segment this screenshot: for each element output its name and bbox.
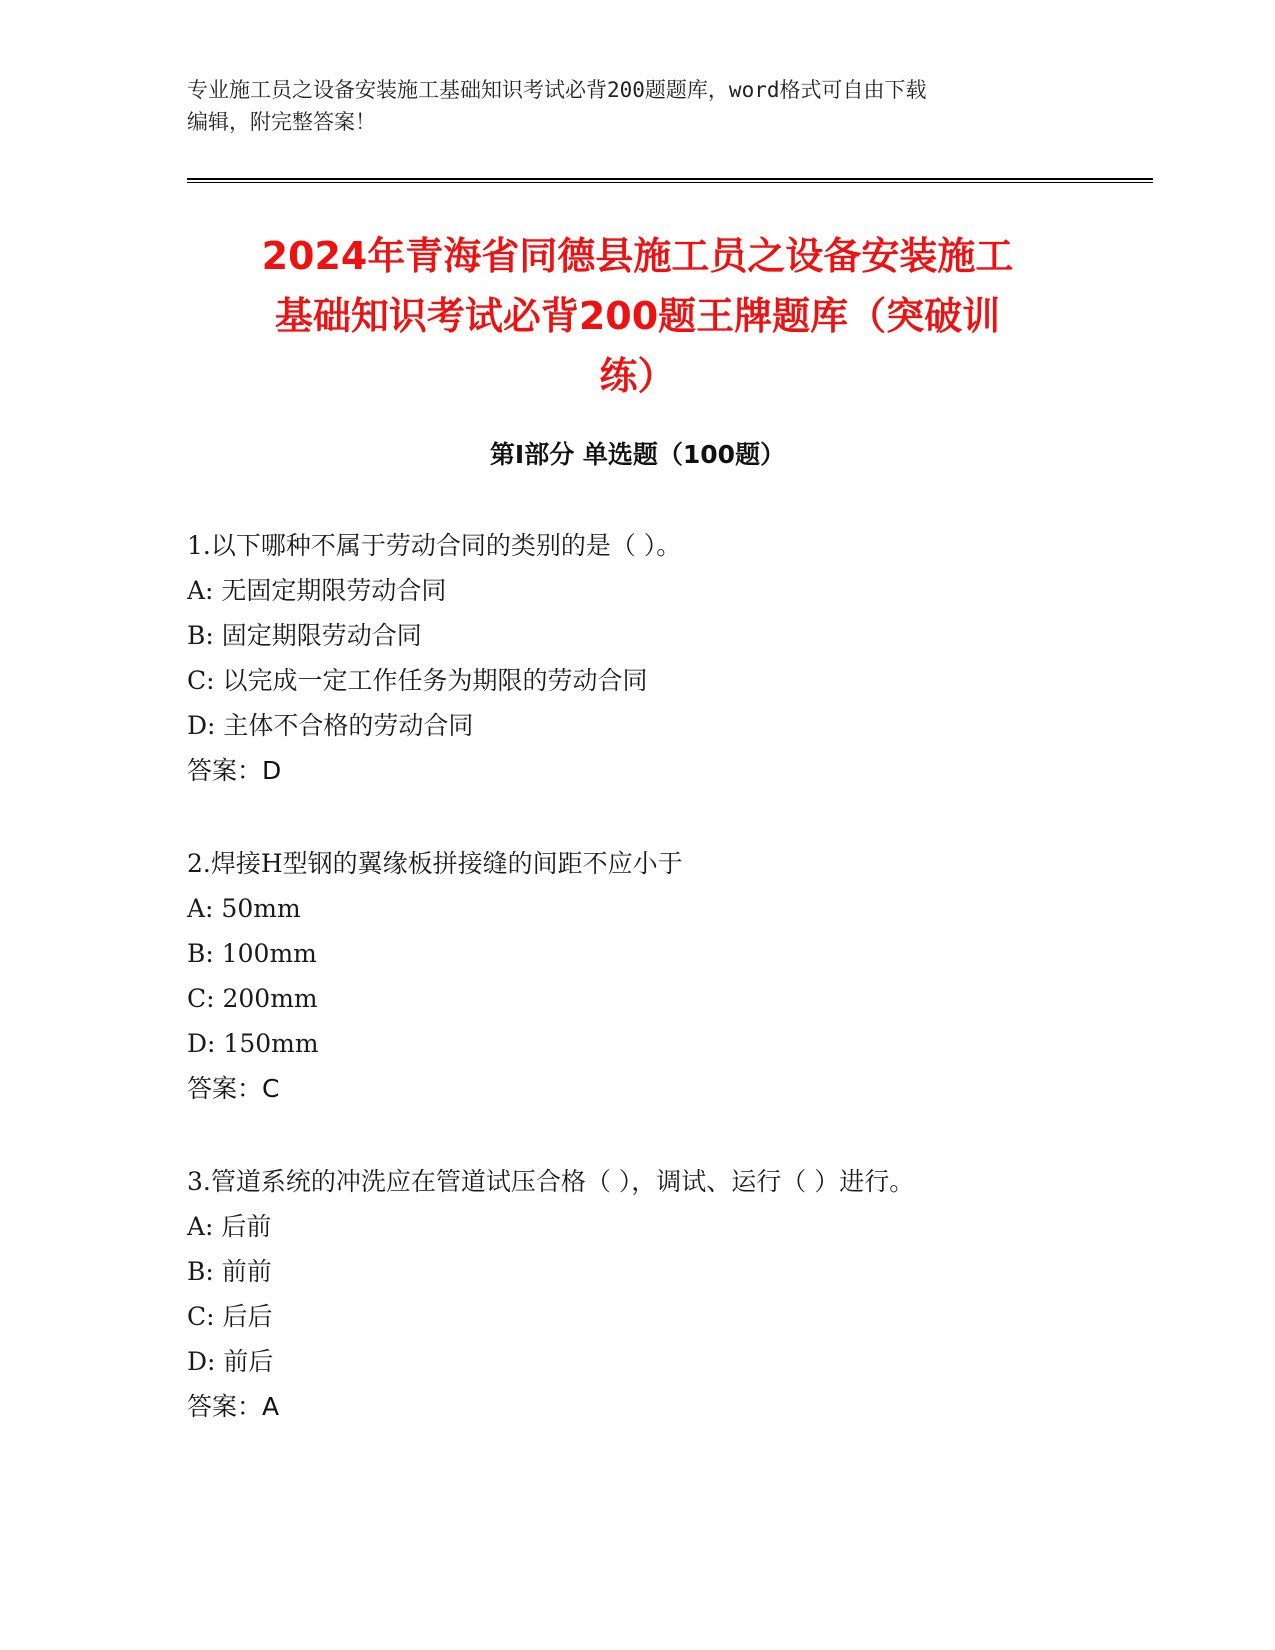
question-text: 1.以下哪种不属于劳动合同的类别的是（ ）。 bbox=[187, 531, 682, 560]
title-line2: 基础知识考试必背200题王牌题库（突破训 bbox=[274, 294, 1001, 338]
option-d: D: 150mm bbox=[187, 1029, 319, 1058]
option-b: B: 固定期限劳动合同 bbox=[187, 621, 422, 650]
option-c: C: 200mm bbox=[187, 984, 318, 1013]
option-b: B: 100mm bbox=[187, 939, 317, 968]
option-d: D: 主体不合格的劳动合同 bbox=[187, 711, 474, 740]
option-c: C: 后后 bbox=[187, 1302, 273, 1331]
section-heading: 第Ⅰ部分 单选题（100题） bbox=[489, 440, 786, 469]
option-a: A: 50mm bbox=[187, 894, 301, 923]
title-line1: 2024年青海省同德县施工员之设备安装施工 bbox=[261, 234, 1014, 278]
header-note-line1: 专业施工员之设备安装施工基础知识考试必背200题题库，word格式可自由下载 bbox=[187, 78, 927, 102]
option-d: D: 前后 bbox=[187, 1347, 274, 1376]
header-note-line2: 编辑，附完整答案！ bbox=[187, 110, 376, 134]
answer: 答案：A bbox=[187, 1392, 280, 1421]
option-c: C: 以完成一定工作任务为期限的劳动合同 bbox=[187, 666, 648, 695]
question-text: 2.焊接H型钢的翼缘板拼接缝的间距不应小于 bbox=[187, 849, 683, 878]
title-line3: 练） bbox=[599, 354, 676, 398]
document-title bbox=[150, 226, 1125, 406]
option-a: A: 无固定期限劳动合同 bbox=[187, 576, 447, 605]
question-3 bbox=[187, 1159, 1147, 1429]
header-divider-thin bbox=[187, 182, 1153, 183]
header-note bbox=[187, 74, 1087, 138]
question-2 bbox=[187, 841, 1147, 1111]
question-text: 3.管道系统的冲洗应在管道试压合格（ ），调试、运行（ ）进行。 bbox=[187, 1167, 915, 1196]
question-1 bbox=[187, 523, 1147, 793]
option-a: A: 后前 bbox=[187, 1212, 272, 1241]
option-b: B: 前前 bbox=[187, 1257, 272, 1286]
header-divider-thick bbox=[187, 178, 1153, 180]
answer: 答案：C bbox=[187, 1074, 280, 1103]
answer: 答案：D bbox=[187, 756, 282, 785]
